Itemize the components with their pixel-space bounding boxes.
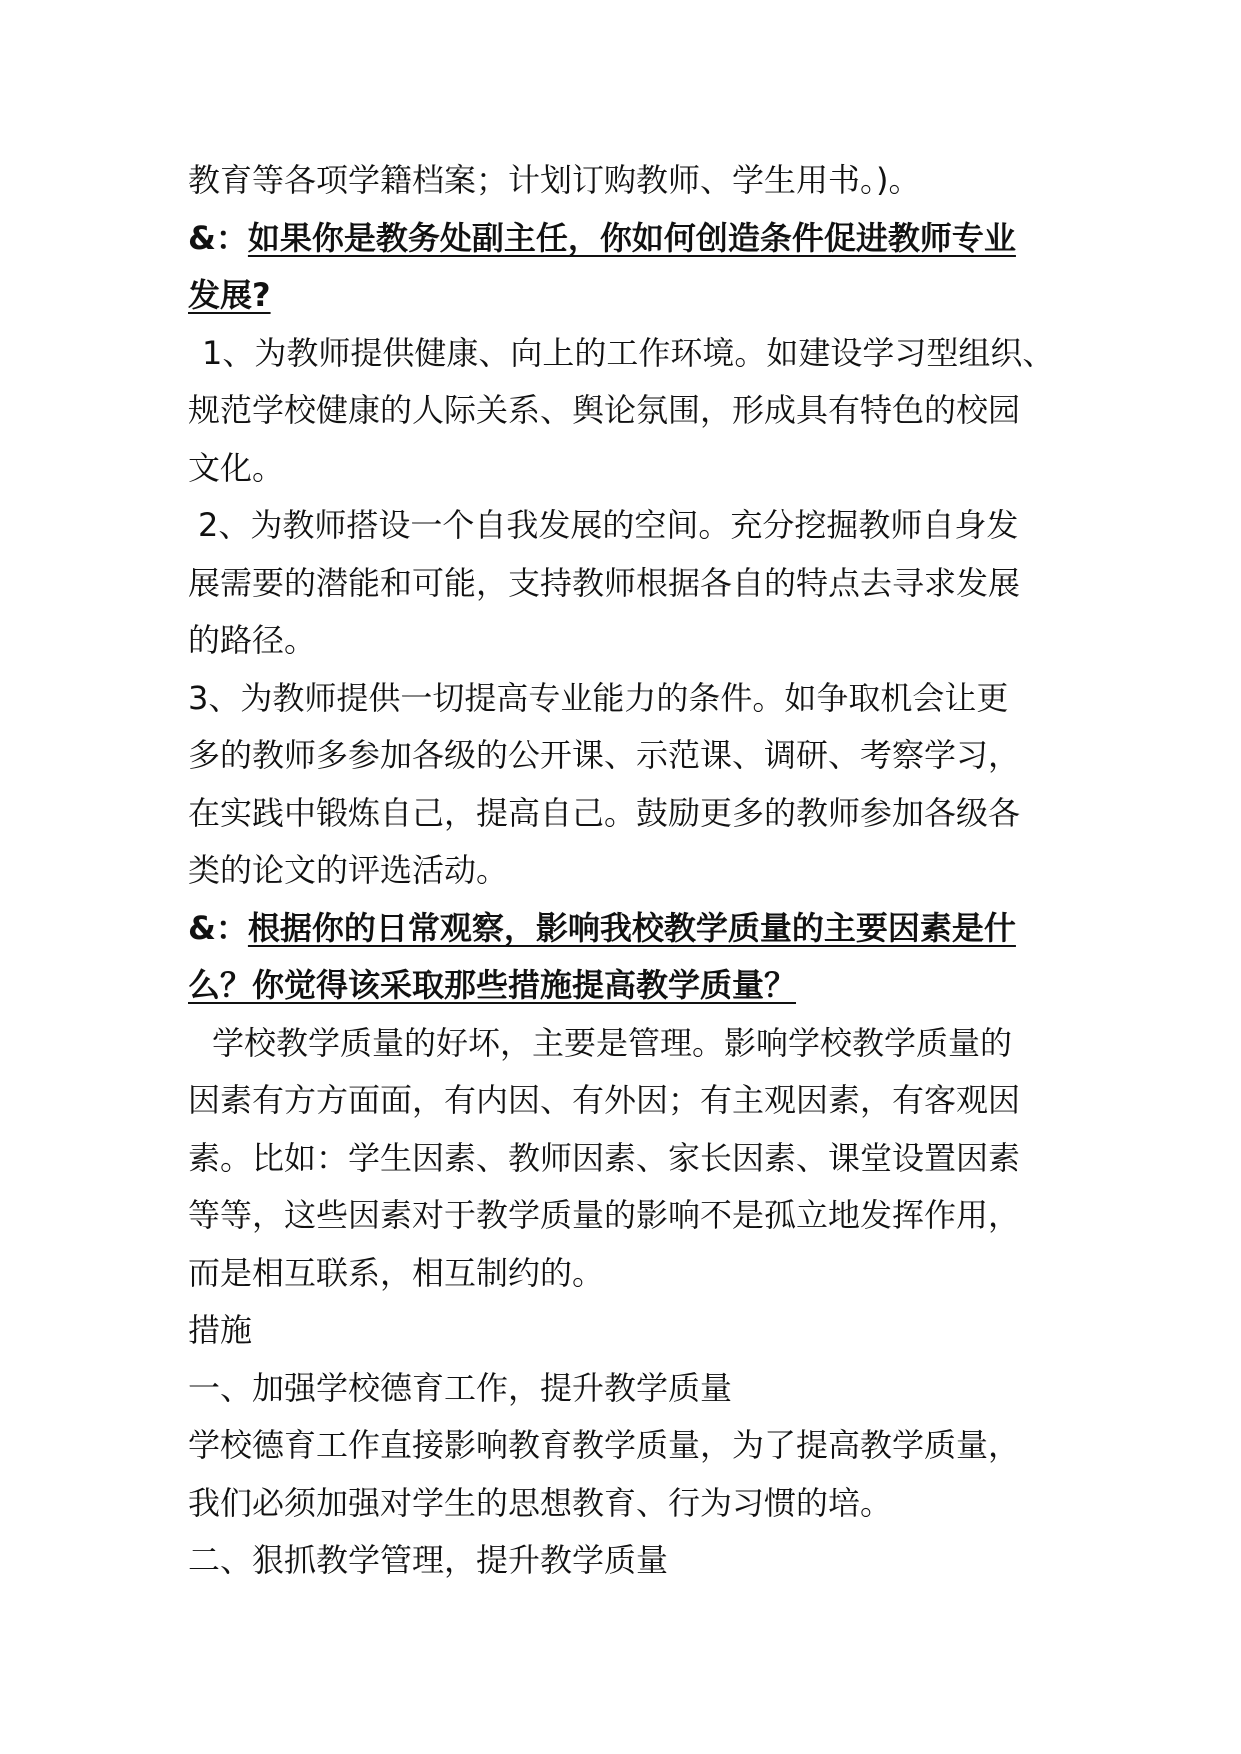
paragraph-line: 等等，这些因素对于教学质量的影响不是孤立地发挥作用， [188,1196,1021,1234]
measure-heading: 一、加强学校德育工作，提升教学质量 [188,1368,733,1407]
question-marker: &： [188,908,248,947]
paragraph-line: 而是相互联系，相互制约的。 [188,1253,605,1292]
question-heading-2 [188,900,1058,958]
paragraph-line: 类的论文的评选活动。 [188,851,509,889]
measure-heading: 二、狠抓教学管理，提升教学质量 [188,1541,669,1579]
question-heading-1 [188,210,1058,268]
question-text: 根据你的日常观察，影响我校教学质量的主要因素是什 [247,908,1016,947]
question-text: 如果你是教务处副主任，你如何创造条件促进教师专业 [247,218,1016,257]
paragraph-line: 3、为教师提供一切提高专业能力的条件。如争取机会让更 [188,678,1009,717]
question-heading-2-cont [188,957,1058,1015]
paragraph-line: 素。比如：学生因素、教师因素、家长因素、课堂设置因素 [188,1138,1021,1177]
paragraph-line: 文化。 [188,448,285,487]
paragraph-line: 2、为教师搭设一个自我发展的空间。充分挖掘教师自身发 [198,506,1019,544]
question-text: 发展? [188,276,271,314]
paragraph-line: 我们必须加强对学生的思想教育、行为习惯的培。 [188,1483,893,1522]
paragraph-line: 学校教学质量的好坏，主要是管理。影响学校教学质量的 [212,1023,1013,1062]
paragraph-line: 因素有方方面面，有内因、有外因；有主观因素，有客观因 [188,1081,1021,1119]
paragraph-line: 的路径。 [188,621,317,659]
paragraph-line: 1、为教师提供健康、向上的工作环境。如建设学习型组织、 [202,333,1055,372]
section-label: 措施 [188,1311,253,1349]
document-body [188,152,1058,1590]
paragraph-line: 教育等各项学籍档案；计划订购教师、学生用书。)。 [188,161,921,199]
question-marker: &： [188,218,248,257]
paragraph-line: 多的教师多参加各级的公开课、示范课、调研、考察学习， [188,736,1021,774]
paragraph-line: 规范学校健康的人际关系、舆论氛围，形成具有特色的校园 [188,391,1021,429]
question-text: 么？你觉得该采取那些措施提高教学质量？ [188,966,797,1004]
paragraph-line: 展需要的潜能和可能，支持教师根据各自的特点去寻求发展 [188,563,1021,602]
paragraph-line: 学校德育工作直接影响教育教学质量，为了提高教学质量， [188,1426,1021,1464]
paragraph-line: 在实践中锻炼自己，提高自己。鼓励更多的教师参加各级各 [188,793,1021,832]
question-heading-1-cont [188,267,1058,325]
